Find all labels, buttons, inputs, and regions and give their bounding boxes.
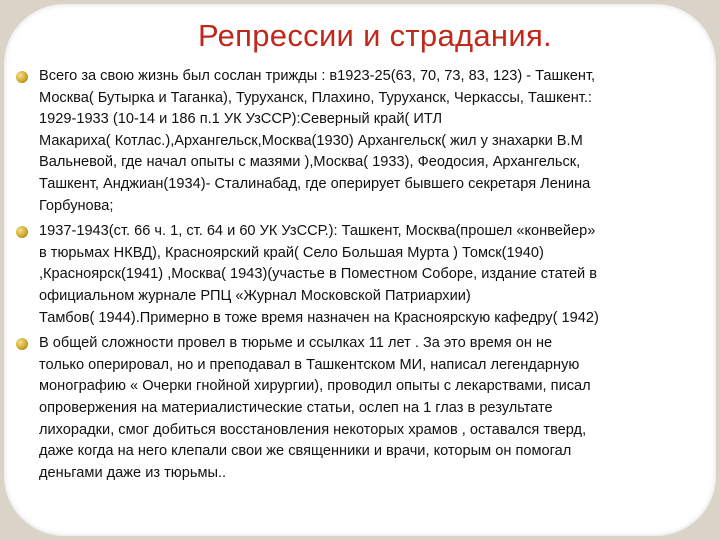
slide-title: Репрессии и страдания.	[198, 18, 552, 53]
list-item-text: В общей сложности провел в тюрьме и ссылках 11 лет . За это время он не только оперировал, но и преподавал в Ташкентском МИ, написал легендарную монографию « Очерки гнойной хирургии), проводил опыты с лекарствами, писал опровержения на материалистические статьи, ослеп на 1 глаз в результате лихорадки, смог добиться восстановления некоторых храмов , оставался тверд, даже когда на него клепали свои же священники и врачи, которым он помогал деньгами даже из тюрьмы..	[39, 335, 591, 481]
bullet-icon	[16, 338, 28, 350]
list-item	[12, 66, 714, 217]
content-card	[4, 4, 716, 536]
bullet-list	[12, 66, 714, 484]
list-item	[12, 333, 714, 484]
bullet-icon	[16, 226, 28, 238]
list-item-text: Всего за свою жизнь был сослан трижды : в1923-25(63, 70, 73, 83, 123) - Ташкент, Москва( Бутырка и Таганка), Туруханск, Плахино, Туруханск, Черкассы, Ташкент.: 1929-1933 (10-14 и 186 п.1 УК УзССР):Северный край( ИТЛ Макариха( Котлас.),Архангельск,Москва(1930) Архангельск( жил у знахарки В.М Вальневой, где начал опыты с мазями ),Москва( 1933), Феодосия, Архангельск, Ташкент, Анджиан(1934)- Сталинабад, где оперирует бывшего секретаря Ленина Горбунова;	[39, 68, 596, 214]
list-item-text: 1937-1943(ст. 66 ч. 1, ст. 64 и 60 УК УзССР.): Ташкент, Москва(прошел «конвейер» в тюрьмах НКВД), Красноярский край( Село Большая Мурта ) Томск(1940) ,Красноярск(1941) ,Москва( 1943)(участье в Поместном Соборе, издание статей в официальном журнале РПЦ «Журнал Московской Патриархии) Тамбов( 1944).Примерно в тоже время назначен на Красноярскую кафедру( 1942)	[39, 223, 599, 326]
list-item	[12, 221, 714, 329]
bullet-icon	[16, 71, 28, 83]
